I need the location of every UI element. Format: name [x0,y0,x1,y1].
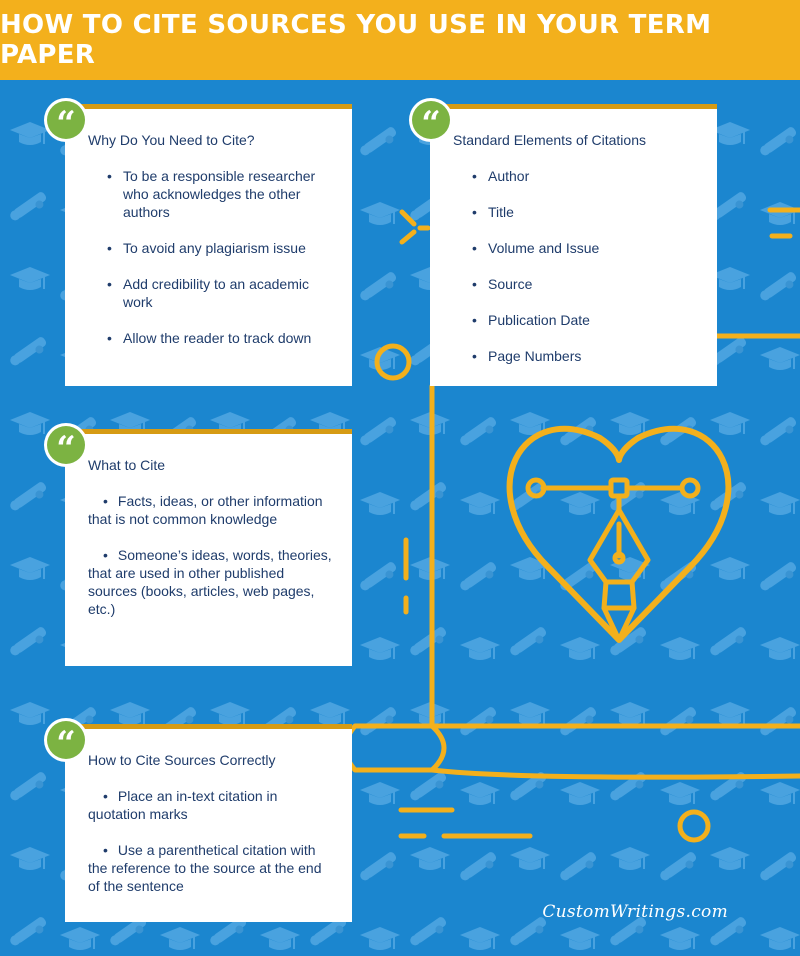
list-item: • Volume and Issue [453,239,697,257]
list-item: • Publication Date [453,311,697,329]
list-item: • Allow the reader to track down [88,329,332,347]
list-item: • Facts, ideas, or other information that is not common knowledge [88,492,332,528]
quote-icon [42,96,90,144]
list-item: • Add credibility to an academic work [88,275,332,311]
quote-icon [42,716,90,764]
citation-elements-card [430,104,717,386]
header-banner [0,0,800,80]
svg-text:“: “ [421,104,441,144]
what-to-cite-list [88,492,332,618]
citation-elements-list [453,167,697,365]
list-item: • To avoid any plagiarism issue [88,239,332,257]
svg-text:“: “ [56,724,76,764]
why-cite-card [65,104,352,386]
svg-text:“: “ [56,429,76,469]
list-item: • To be a responsible researcher who acknowledges the other authors [88,167,332,221]
what-to-cite-title: What to Cite [88,457,166,473]
list-item: • Source [453,275,697,293]
list-item: • Someone’s ideas, words, theories, that are used in other published sources (books, articles, web pages, etc.) [88,546,332,618]
list-item: • Author [453,167,697,185]
quote-icon [42,421,90,469]
how-to-cite-list [88,787,332,895]
page-title: HOW TO CITE SOURCES YOU USE IN YOUR TERM PAPER [0,10,712,70]
list-item: • Title [453,203,697,221]
why-cite-list [88,167,332,347]
what-to-cite-card [65,429,352,666]
how-to-cite-card [65,724,352,922]
svg-text:“: “ [56,104,76,144]
list-item: • Page Numbers [453,347,697,365]
list-item: • Place an in-text citation in quotation marks [88,787,332,823]
how-to-cite-title: How to Cite Sources Correctly [88,752,276,768]
quote-icon [407,96,455,144]
why-cite-title: Why Do You Need to Cite? [88,132,255,148]
list-item: • Use a parenthetical citation with the reference to the source at the end of the sentence [88,841,332,895]
citation-elements-title: Standard Elements of Citations [453,132,646,148]
brand-logo: CustomWritings.com [542,902,728,922]
